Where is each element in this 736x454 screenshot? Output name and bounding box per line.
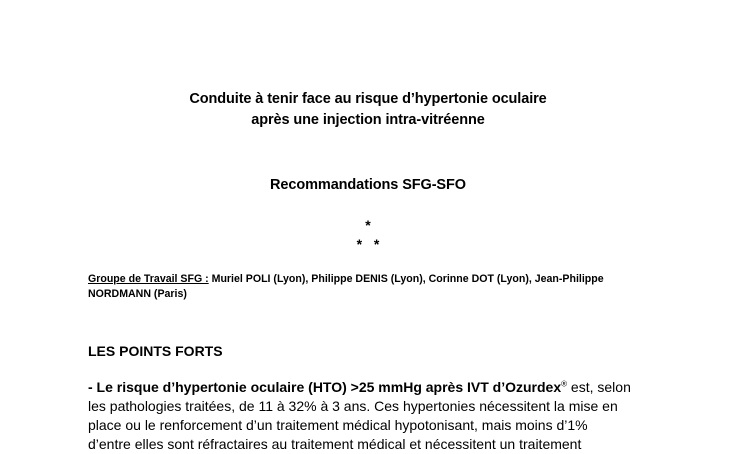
document-title-line-2: après une injection intra-vitréenne	[251, 112, 485, 128]
paragraph-line-1	[88, 378, 668, 397]
paragraph-line-3: place ou le renforcement d’un traitement médical hypotonisant, mais moins d’1%	[88, 417, 588, 433]
working-group-members-2: NORDMANN (Paris)	[88, 288, 187, 300]
registered-mark: ®	[561, 379, 568, 389]
paragraph-bold-text: - Le risque d’hypertonie oculaire (HTO) >25 mmHg après IVT d’Ozurdex	[88, 379, 562, 395]
paragraph-line-4: d’entre elles sont réfractaires au traitement médical et nécessitent un traitement	[88, 436, 582, 452]
paragraph-line-2: les pathologies traitées, de 11 à 32% à 3 ans. Ces hypertonies nécessitent la mise en	[88, 398, 618, 414]
separator-asterisk-1: *	[365, 217, 371, 233]
document-title-line-1: Conduite à tenir face au risque d’hypertonie oculaire	[189, 91, 547, 107]
working-group-members-1: Muriel POLI (Lyon), Philippe DENIS (Lyon), Corinne DOT (Lyon), Jean-Philippe	[208, 273, 604, 285]
working-group-label: Groupe de Travail SFG :	[88, 273, 209, 285]
document-subtitle: Recommandations SFG-SFO	[270, 177, 466, 193]
key-point-paragraph	[88, 378, 668, 454]
section-heading: LES POINTS FORTS	[88, 343, 223, 359]
separator-asterisk-2: * *	[356, 236, 380, 252]
paragraph-line-1-rest: est, selon	[567, 379, 631, 395]
working-group-line-1	[88, 272, 648, 287]
working-group	[88, 272, 648, 302]
